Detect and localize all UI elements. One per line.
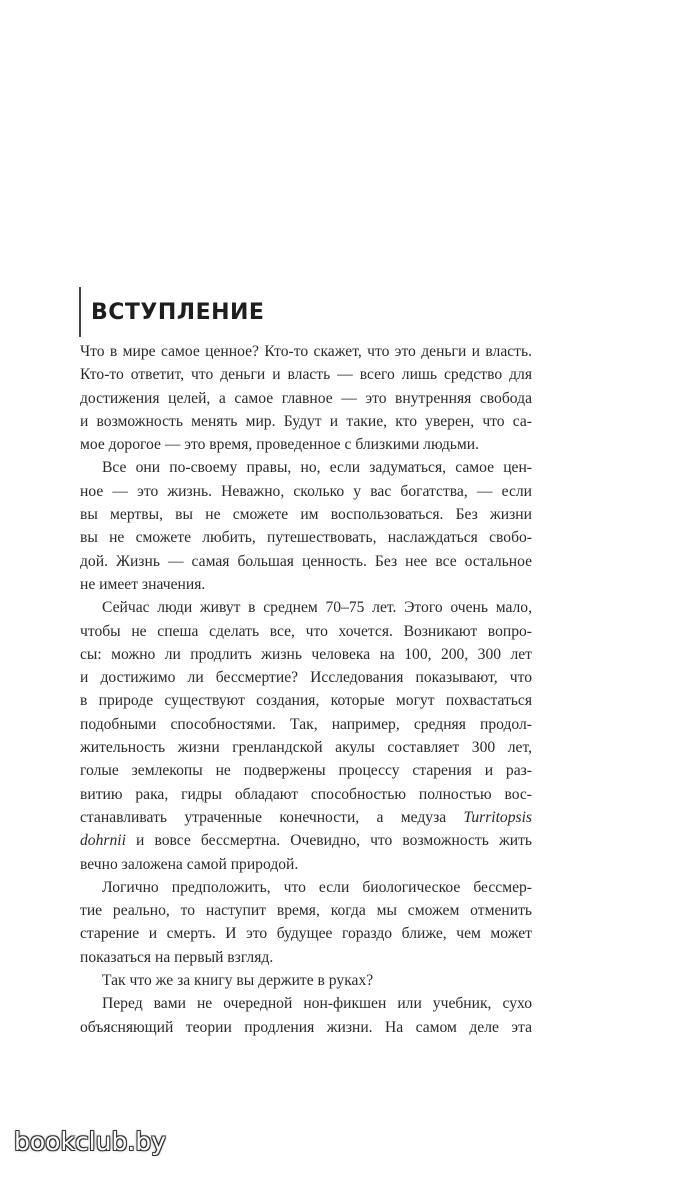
text-line: не имеет значения.: [80, 575, 206, 593]
text-line: дой. Жизнь — самая большая ценность. Без нее все остальное: [80, 552, 532, 570]
text-line: тие реально, то наступит время, когда мы сможем отменить: [80, 902, 532, 920]
text-line: жительность жизни гренландской акулы составляет 300 лет,: [80, 739, 532, 757]
text-line: вечно заложена самой природой.: [80, 855, 299, 873]
text-line: станавливать утраченные конечности, а медуза Turritopsis: [80, 808, 532, 826]
text-line: Сейчас люди живут в среднем 70–75 лет. Этого очень мало,: [102, 599, 532, 617]
text-line: Что в мире самое ценное? Кто-то скажет, что это деньги и власть.: [80, 343, 532, 360]
text-line: dohrnii и вовсе бессмертна. Очевидно, что возможность жить: [80, 832, 532, 850]
text-line: Кто-то ответит, что деньги и власть — всего лишь средство для: [80, 366, 532, 384]
text-line: Все они по-своему правы, но, если задуматься, самое цен-: [102, 459, 532, 477]
text-line: ное — это жизнь. Неважно, сколько у вас богатства, — если: [80, 482, 532, 500]
chapter-body-text: [80, 340, 532, 1039]
text-line: Логично предположить, что если биологическое бессмер-: [102, 878, 532, 896]
text-line: вы мертвы, вы не сможете им воспользоваться. Без жизни: [80, 506, 532, 524]
watermark: bookclub.by: [14, 1127, 166, 1156]
text-line: подобными способностями. Так, например, средняя продол-: [80, 715, 532, 733]
text-line: вы не сможете любить, путешествовать, наслаждаться свобо-: [80, 529, 532, 547]
text-line: и достижимо ли бессмертие? Исследования показывают, что: [80, 669, 532, 687]
text-line: и возможность менять мир. Будут и такие, кто уверен, что са-: [80, 412, 532, 430]
text-line: старение и смерть. И это будущее гораздо ближе, чем может: [80, 925, 532, 943]
text-line: Перед вами не очередной нон-фикшен или учебник, сухо: [102, 995, 532, 1013]
chapter-title: ВСТУПЛЕНИЕ: [91, 299, 265, 325]
species-name: dohrnii: [80, 832, 126, 850]
text-line: голые землекопы не подвержены процессу старения и раз-: [80, 762, 532, 780]
text-line: объясняющий теории продления жизни. На самом деле эта: [80, 1018, 532, 1036]
text-line: сы: можно ли продлить жизнь человека на 100, 200, 300 лет: [80, 645, 532, 663]
text-line: достижения целей, а самое главное — это внутренняя свобода: [80, 389, 532, 407]
text-line: чтобы не спеша сделать все, что хочется. Возникают вопро-: [80, 622, 532, 640]
species-name: Turritopsis: [463, 808, 532, 826]
text-line: мое дорогое — это время, проведенное с близкими людьми.: [80, 436, 479, 454]
chapter-heading-block: [79, 287, 264, 337]
text-line: показаться на первый взгляд.: [80, 948, 274, 966]
text-line: Так что же за книгу вы держите в руках?: [102, 972, 374, 990]
text-line: витию рака, гидры обладают способностью полностью вос-: [80, 785, 532, 803]
text-line: в природе существуют создания, которые могут похвастаться: [80, 692, 532, 710]
